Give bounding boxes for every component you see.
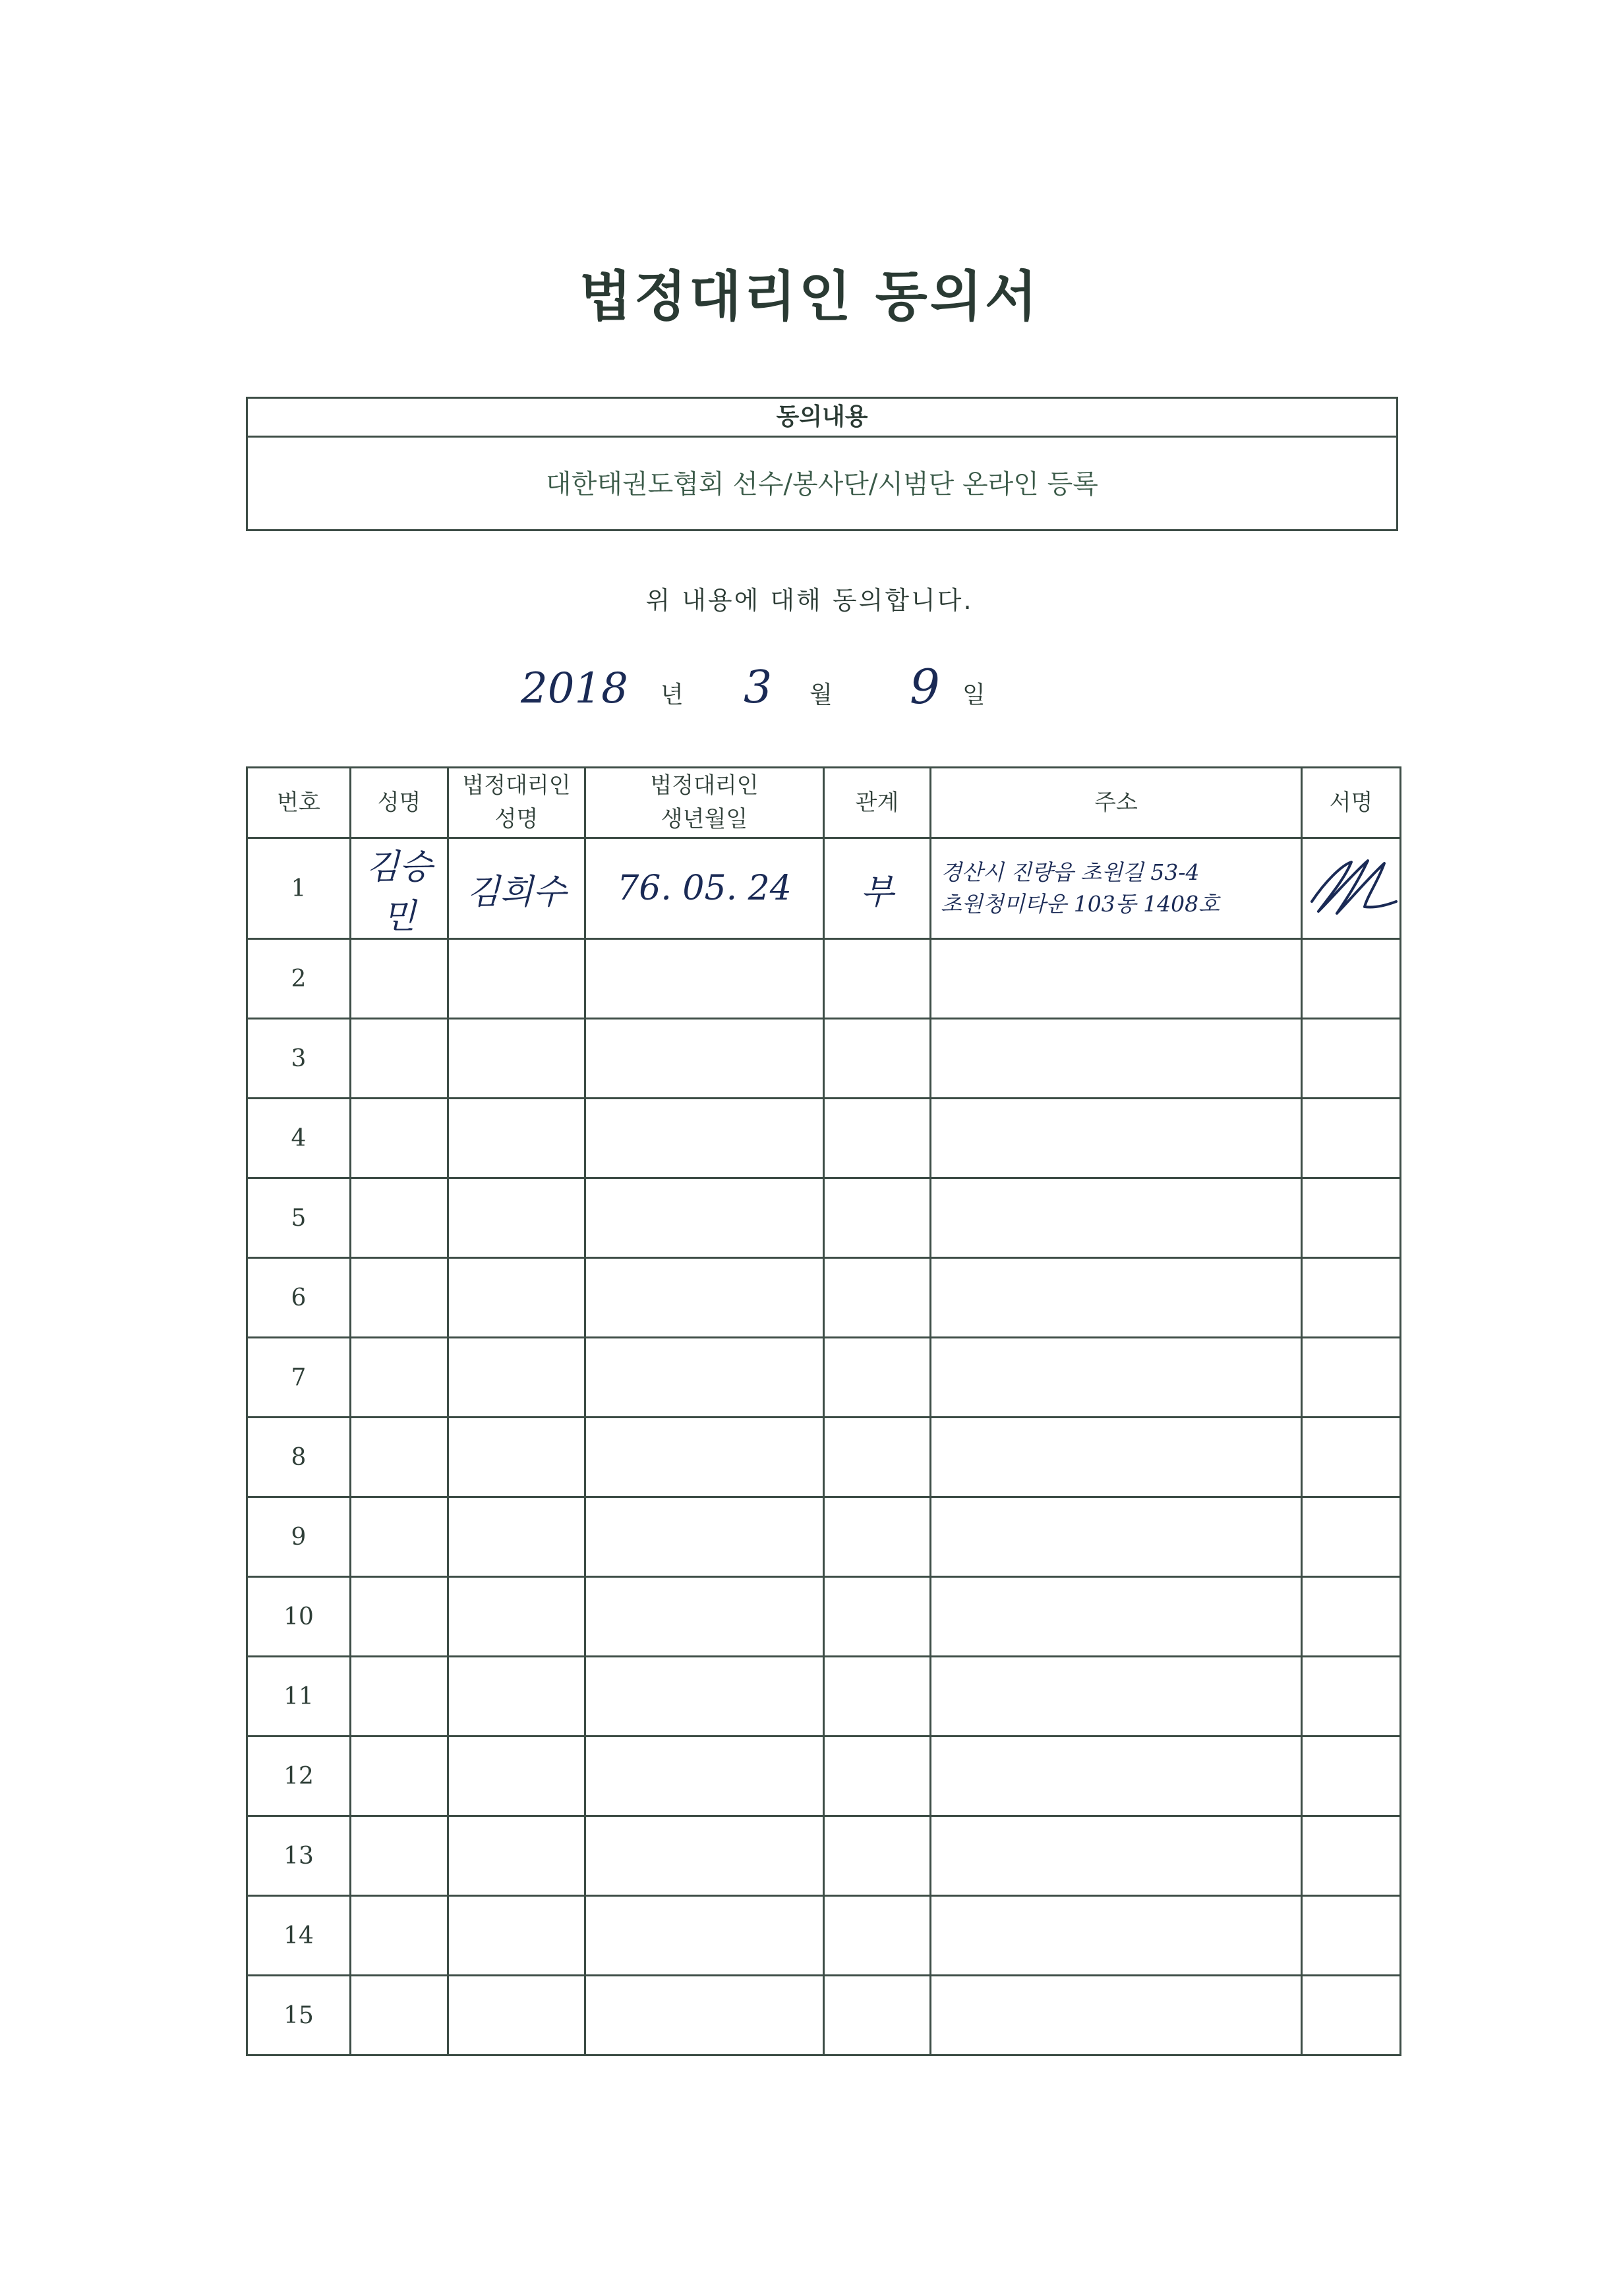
- address-cell: [931, 838, 1302, 939]
- address-cell[interactable]: [931, 1258, 1302, 1338]
- relation-cell[interactable]: [824, 1178, 931, 1258]
- date-month-label: 월: [810, 681, 833, 708]
- document-title: 법정대리인 동의서: [579, 266, 1040, 328]
- guardian-birth-cell[interactable]: [585, 1178, 824, 1258]
- signature-cell[interactable]: [1302, 1657, 1401, 1736]
- guardian-birth-cell[interactable]: [585, 1497, 824, 1577]
- relation-cell[interactable]: [824, 1258, 931, 1338]
- name-cell: 김승민: [351, 838, 448, 939]
- guardian-name-cell[interactable]: [448, 1099, 585, 1178]
- table-row: [247, 1976, 1401, 2055]
- name-cell[interactable]: [351, 1736, 448, 1816]
- consent-content: 대한태권도협회 선수/봉사단/시범단 온라인 등록: [546, 469, 1098, 500]
- relation-cell[interactable]: [824, 1736, 931, 1816]
- name-cell[interactable]: [351, 1896, 448, 1976]
- table-row: [247, 1019, 1401, 1099]
- relation-cell[interactable]: [824, 1816, 931, 1896]
- guardian-birth-cell[interactable]: [585, 1338, 824, 1418]
- address-cell[interactable]: [931, 1577, 1302, 1657]
- address-cell[interactable]: [931, 1976, 1302, 2055]
- name-cell[interactable]: [351, 1019, 448, 1099]
- address-cell[interactable]: [931, 1019, 1302, 1099]
- row-number: 3: [247, 1019, 351, 1099]
- table-row: [247, 1099, 1401, 1178]
- date-month: 3: [744, 662, 773, 714]
- row-number: 13: [247, 1816, 351, 1896]
- name-cell[interactable]: [351, 1338, 448, 1418]
- address-line1: 경산시 진량읍 초원길 53-4: [941, 859, 1200, 886]
- date-day-label: 일: [962, 681, 986, 708]
- row-number: 2: [247, 939, 351, 1019]
- guardian-birth-cell[interactable]: [585, 1577, 824, 1657]
- relation-cell[interactable]: [824, 1976, 931, 2055]
- header-guardian-birth-line2: 생년월일: [661, 806, 748, 832]
- row-number: 14: [247, 1896, 351, 1976]
- guardian-birth-cell[interactable]: [585, 1657, 824, 1736]
- address-cell[interactable]: [931, 1099, 1302, 1178]
- table-row: [247, 939, 1401, 1019]
- header-guardian-birth: [585, 768, 824, 838]
- address-cell[interactable]: [931, 939, 1302, 1019]
- table-row: [247, 1338, 1401, 1418]
- name-cell[interactable]: [351, 1497, 448, 1577]
- guardian-name-cell[interactable]: [448, 1019, 585, 1099]
- table-row: [247, 1657, 1401, 1736]
- name-cell[interactable]: [351, 1577, 448, 1657]
- name-cell[interactable]: [351, 1657, 448, 1736]
- date-day: 9: [910, 659, 940, 714]
- signature-cell[interactable]: [1302, 939, 1401, 1019]
- guardian-birth-cell[interactable]: [585, 1896, 824, 1976]
- signature-cell[interactable]: [1302, 1736, 1401, 1816]
- name-cell[interactable]: [351, 939, 448, 1019]
- relation-cell[interactable]: [824, 1657, 931, 1736]
- row-number: 11: [247, 1657, 351, 1736]
- header-guardian-name: [448, 768, 585, 838]
- guardian-birth-cell[interactable]: [585, 1736, 824, 1816]
- header-signature: 서명: [1302, 768, 1401, 838]
- header-guardian-birth-line1: 법정대리인: [650, 772, 759, 799]
- relation-cell[interactable]: [824, 1497, 931, 1577]
- relation-cell: 부: [824, 838, 931, 939]
- signature-cell[interactable]: [1302, 1418, 1401, 1497]
- table-row: [247, 1736, 1401, 1816]
- guardian-name-cell[interactable]: [448, 1178, 585, 1258]
- guardian-birth-cell[interactable]: [585, 1816, 824, 1896]
- name-cell[interactable]: [351, 1099, 448, 1178]
- address-cell[interactable]: [931, 1736, 1302, 1816]
- guardian-birth-cell[interactable]: [585, 1099, 824, 1178]
- guardian-name-cell[interactable]: [448, 1418, 585, 1497]
- consent-header: 동의내용: [248, 399, 1396, 438]
- row-number: 9: [247, 1497, 351, 1577]
- header-no: 번호: [247, 768, 351, 838]
- guardian-birth-cell[interactable]: [585, 1019, 824, 1099]
- header-name: 성명: [351, 768, 448, 838]
- header-address: 주소: [931, 768, 1302, 838]
- signature-cell[interactable]: [1302, 1258, 1401, 1338]
- table-row: [247, 1896, 1401, 1976]
- relation-cell[interactable]: [824, 1418, 931, 1497]
- header-guardian-name-line2: 성명: [494, 806, 539, 832]
- signature-cell[interactable]: [1302, 1976, 1401, 2055]
- signature-cell[interactable]: [1302, 1497, 1401, 1577]
- relation-cell[interactable]: [824, 1338, 931, 1418]
- name-cell[interactable]: [351, 1418, 448, 1497]
- guardian-name-cell[interactable]: [448, 1497, 585, 1577]
- table-header-row: [247, 768, 1401, 838]
- relation-cell[interactable]: [824, 1099, 931, 1178]
- guardian-table: [246, 766, 1401, 2056]
- date-year: 2018: [521, 664, 628, 713]
- table-row: [247, 1497, 1401, 1577]
- name-cell[interactable]: [351, 1258, 448, 1338]
- address-cell[interactable]: [931, 1816, 1302, 1896]
- signature-cell[interactable]: [1302, 1099, 1401, 1178]
- guardian-birth-cell[interactable]: [585, 1258, 824, 1338]
- row-number: 12: [247, 1736, 351, 1816]
- signature-cell[interactable]: [1302, 1816, 1401, 1896]
- signature-cell[interactable]: [1302, 1019, 1401, 1099]
- guardian-name-cell[interactable]: [448, 939, 585, 1019]
- guardian-birth-cell[interactable]: [585, 1418, 824, 1497]
- name-cell[interactable]: [351, 1816, 448, 1896]
- row-number: 5: [247, 1178, 351, 1258]
- signature-cell[interactable]: [1302, 1338, 1401, 1418]
- address-cell[interactable]: [931, 1418, 1302, 1497]
- row-number: 6: [247, 1258, 351, 1338]
- header-guardian-name-line1: 법정대리인: [462, 772, 571, 799]
- relation-cell[interactable]: [824, 1896, 931, 1976]
- signature-cell: [1302, 838, 1401, 939]
- name-cell[interactable]: [351, 1178, 448, 1258]
- table-row: [247, 1816, 1401, 1896]
- relation-cell[interactable]: [824, 939, 931, 1019]
- address-cell[interactable]: [931, 1497, 1302, 1577]
- guardian-birth-cell[interactable]: [585, 939, 824, 1019]
- signature-image: [1305, 855, 1398, 921]
- table-row: [247, 1178, 1401, 1258]
- row-number: 8: [247, 1418, 351, 1497]
- guardian-name-cell[interactable]: [448, 1816, 585, 1896]
- name-cell[interactable]: [351, 1976, 448, 2055]
- address-line2: 초원청미타운 103동 1408호: [941, 891, 1220, 917]
- signature-cell[interactable]: [1302, 1577, 1401, 1657]
- row-number: 10: [247, 1577, 351, 1657]
- agree-statement: 위 내용에 대해 동의합니다.: [645, 586, 974, 615]
- signature-cell[interactable]: [1302, 1178, 1401, 1258]
- row-number: 1: [247, 838, 351, 939]
- guardian-birth-cell[interactable]: [585, 1976, 824, 2055]
- row-number: 15: [247, 1976, 351, 2055]
- header-relation: 관계: [824, 768, 931, 838]
- guardian-name-cell[interactable]: [448, 1657, 585, 1736]
- table-row: [247, 1418, 1401, 1497]
- row-number: 4: [247, 1099, 351, 1178]
- signature-cell[interactable]: [1302, 1896, 1401, 1976]
- table-row: [247, 1258, 1401, 1338]
- guardian-name-cell[interactable]: [448, 1976, 585, 2055]
- table-row: [247, 838, 1401, 939]
- guardian-name-cell[interactable]: [448, 1338, 585, 1418]
- guardian-name-cell: 김희수: [448, 838, 585, 939]
- guardian-name-cell[interactable]: [448, 1577, 585, 1657]
- date-year-label: 년: [661, 681, 684, 708]
- relation-cell[interactable]: [824, 1019, 931, 1099]
- date-row: [0, 659, 1619, 718]
- guardian-birth-cell: 76. 05. 24: [585, 838, 824, 939]
- table-row: [247, 1577, 1401, 1657]
- address-cell[interactable]: [931, 1657, 1302, 1736]
- consent-box: [246, 397, 1398, 531]
- guardian-name-cell[interactable]: [448, 1258, 585, 1338]
- guardian-name-cell[interactable]: [448, 1896, 585, 1976]
- guardian-name-cell[interactable]: [448, 1736, 585, 1816]
- address-cell[interactable]: [931, 1896, 1302, 1976]
- relation-cell[interactable]: [824, 1577, 931, 1657]
- address-cell[interactable]: [931, 1178, 1302, 1258]
- address-cell[interactable]: [931, 1338, 1302, 1418]
- row-number: 7: [247, 1338, 351, 1418]
